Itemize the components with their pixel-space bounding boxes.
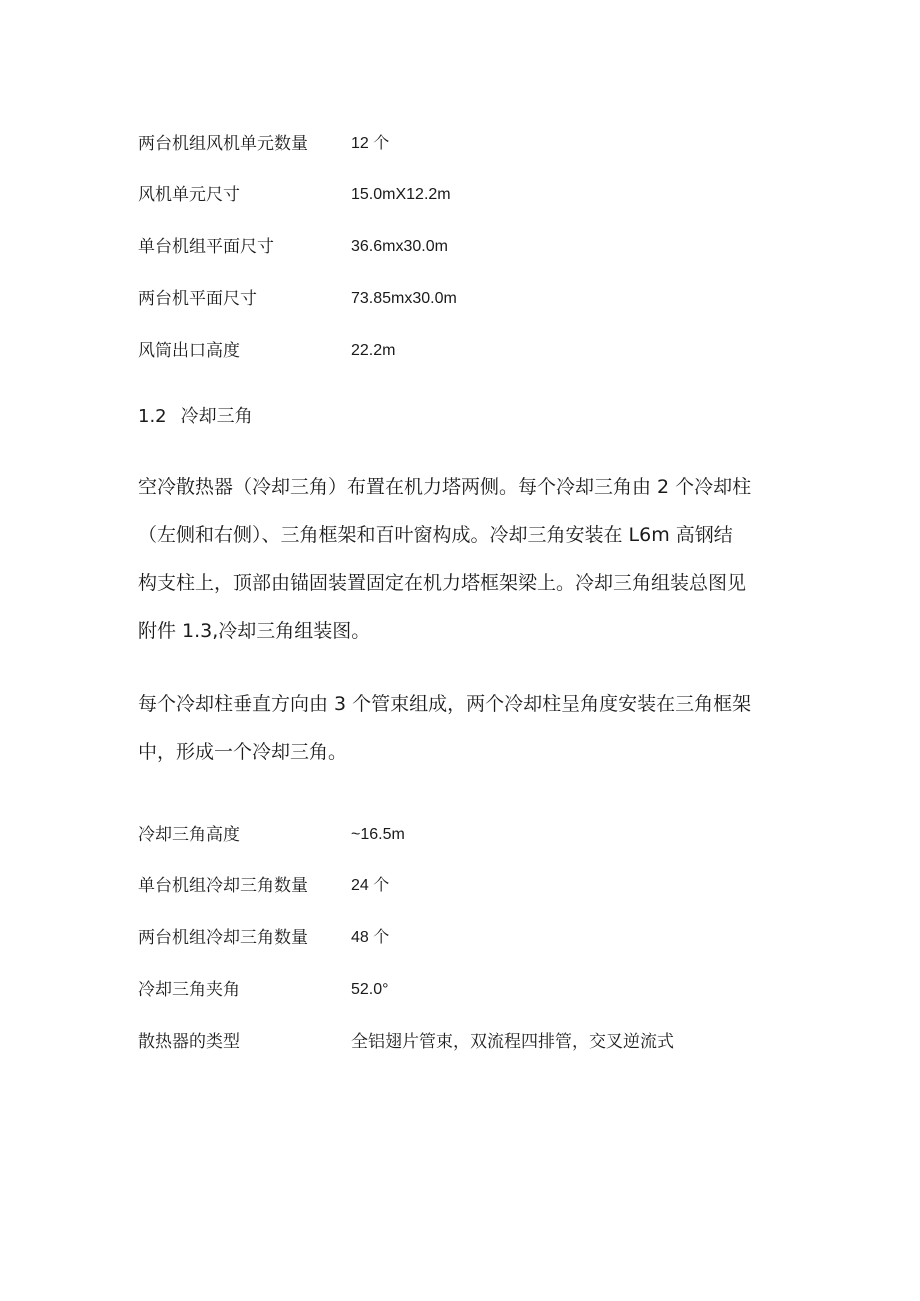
- paragraph-line: （左侧和右侧）、三角框架和百叶窗构成。冷却三角安装在 L6m 高钢结: [138, 524, 733, 546]
- spec-row: [138, 234, 838, 260]
- paragraph-line: 空冷散热器（冷却三角）布置在机力塔两侧。每个冷却三角由 2 个冷却柱: [138, 476, 752, 498]
- spec-label: 两台机组风机单元数量: [138, 134, 308, 154]
- spec-label: 冷却三角夹角: [138, 980, 240, 1000]
- spec-value: 22.2m: [351, 342, 396, 359]
- spec-row: [138, 182, 838, 208]
- spec-row: [138, 286, 838, 312]
- spec-label: 单台机组平面尺寸: [138, 237, 274, 257]
- spec-value: 24 个: [351, 877, 390, 894]
- paragraph-line: 构支柱上，顶部由锚固装置固定在机力塔框架梁上。冷却三角组装总图见: [138, 572, 747, 594]
- spec-value: 48 个: [351, 929, 390, 946]
- spec-row: [138, 338, 838, 364]
- paragraph-cooling-column: [138, 680, 788, 776]
- spec-row: [138, 822, 838, 848]
- spec-value: 36.6mx30.0m: [351, 238, 448, 255]
- section-heading: [138, 404, 253, 430]
- section-number: 1.2: [138, 406, 167, 427]
- spec-value: 12 个: [351, 135, 390, 152]
- spec-value: 52.0°: [351, 981, 389, 998]
- spec-value: ~16.5m: [351, 826, 405, 843]
- paragraph-cooling-delta-layout: [138, 463, 788, 655]
- spec-label: 风筒出口高度: [138, 341, 240, 361]
- spec-row: [138, 977, 838, 1003]
- spec-value: 73.85mx30.0m: [351, 290, 457, 307]
- paragraph-line: 每个冷却柱垂直方向由 3 个管束组成，两个冷却柱呈角度安装在三角框架: [138, 693, 752, 715]
- paragraph-line: 附件 1.3,冷却三角组装图。: [138, 620, 371, 642]
- spec-row: [138, 1029, 838, 1055]
- spec-label: 散热器的类型: [138, 1032, 240, 1052]
- spec-label: 两台机平面尺寸: [138, 289, 257, 309]
- spec-label: 两台机组冷却三角数量: [138, 928, 308, 948]
- spec-value: 15.0mX12.2m: [351, 186, 451, 203]
- paragraph-line: 中，形成一个冷却三角。: [138, 741, 348, 763]
- spec-label: 风机单元尺寸: [138, 185, 240, 205]
- spec-row: [138, 925, 838, 951]
- spec-label: 单台机组冷却三角数量: [138, 876, 308, 896]
- spec-value: 全铝翅片管束，双流程四排管，交叉逆流式: [351, 1032, 674, 1052]
- spec-label: 冷却三角高度: [138, 825, 240, 845]
- spec-row: [138, 131, 838, 157]
- section-title: 冷却三角: [180, 406, 253, 427]
- spec-row: [138, 873, 838, 899]
